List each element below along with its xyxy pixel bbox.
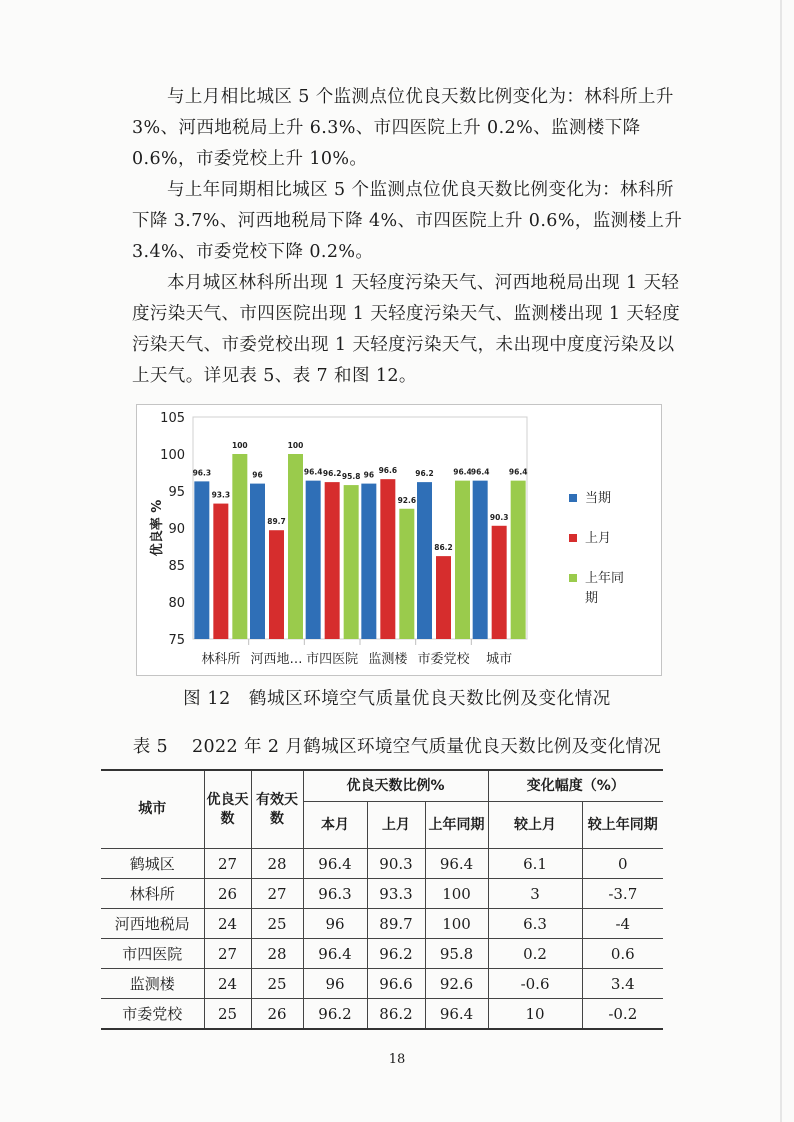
table-row (101, 939, 663, 969)
data-label: 96.4 (470, 467, 490, 477)
y-tick-label: 75 (168, 633, 185, 648)
cell-valid-days: 26 (251, 999, 303, 1030)
cell-city: 市委党校 (101, 999, 204, 1030)
cell-valid-days: 25 (251, 969, 303, 999)
bar-chart (136, 404, 662, 676)
bar (361, 484, 376, 639)
cell-city: 市四医院 (101, 939, 204, 969)
header-this-month: 本月 (303, 802, 367, 849)
data-label: 96.6 (378, 466, 398, 476)
header-good-days: 优良天数 (204, 770, 251, 849)
cell-city: 林科所 (101, 879, 204, 909)
bar (380, 479, 395, 639)
cell-valid-days: 28 (251, 939, 303, 969)
paragraph-month-change: 与上月相比城区 5 个监测点位优良天数比例变化为：林科所上升 3%、河西地税局上升 6.3%、市四医院上升 0.2%、监测楼下降 0.6%，市委党校上升 10%。 (132, 87, 674, 169)
x-tick-label: 市四医院 (306, 652, 359, 667)
cell-vs-last-year: -0.2 (582, 999, 663, 1030)
cell-good-days: 24 (204, 909, 251, 939)
table-row (101, 879, 663, 909)
cell-vs-last-year: -3.7 (582, 879, 663, 909)
data-label: 96.2 (415, 469, 434, 479)
data-label: 96.3 (192, 468, 212, 478)
x-tick-label: 河西地… (250, 652, 303, 667)
table-row (101, 849, 663, 879)
cell-vs-last-year: 0.6 (582, 939, 663, 969)
cell-this-month: 96 (303, 969, 367, 999)
cell-valid-days: 25 (251, 909, 303, 939)
data-label: 86.2 (434, 543, 453, 553)
cell-city: 河西地税局 (101, 909, 204, 939)
x-tick-label: 城市 (486, 652, 513, 667)
y-tick-label: 95 (168, 485, 185, 500)
cell-vs-last-month: 6.3 (488, 909, 582, 939)
bar (194, 481, 209, 639)
scan-edge-line (780, 0, 782, 1122)
bar (232, 454, 247, 639)
legend-label: 上月 (585, 531, 612, 546)
data-label: 96.4 (508, 467, 528, 477)
cell-this-month: 96 (303, 909, 367, 939)
cell-last-month: 93.3 (367, 879, 425, 909)
cell-vs-last-month: 0.2 (488, 939, 582, 969)
cell-good-days: 24 (204, 969, 251, 999)
legend-swatch (569, 574, 577, 582)
data-label: 93.3 (211, 490, 231, 500)
header-change-group: 变化幅度（%） (488, 770, 663, 802)
cell-valid-days: 27 (251, 879, 303, 909)
data-label: 92.6 (397, 495, 417, 505)
y-axis-title: 优良率 % (150, 499, 165, 557)
bar (455, 481, 470, 639)
cell-last-month: 90.3 (367, 849, 425, 879)
bar (344, 485, 359, 639)
bar (306, 481, 321, 639)
cell-valid-days: 28 (251, 849, 303, 879)
bar (288, 454, 303, 639)
cell-vs-last-year: 0 (582, 849, 663, 879)
legend-label: 当期 (585, 491, 612, 506)
cell-last-year: 96.4 (425, 849, 488, 879)
data-label: 96 (363, 470, 375, 480)
cell-vs-last-month: 3 (488, 879, 582, 909)
legend-label: 上年同 (585, 571, 625, 586)
cell-good-days: 26 (204, 879, 251, 909)
legend-swatch (569, 534, 577, 542)
cell-last-month: 96.2 (367, 939, 425, 969)
cell-this-month: 96.4 (303, 849, 367, 879)
cell-vs-last-year: -4 (582, 909, 663, 939)
table-caption: 表 5 2022 年 2 月鹤城区环境空气质量优良天数比例及变化情况 (132, 737, 662, 757)
cell-last-year: 95.8 (425, 939, 488, 969)
header-vs-last-month: 较上月 (488, 802, 582, 849)
cell-last-month: 89.7 (367, 909, 425, 939)
bar (436, 556, 451, 639)
cell-last-year: 92.6 (425, 969, 488, 999)
cell-vs-last-year: 3.4 (582, 969, 663, 999)
bar (325, 482, 340, 639)
bar (213, 504, 228, 639)
table-row (101, 969, 663, 999)
cell-good-days: 27 (204, 939, 251, 969)
y-tick-label: 80 (168, 596, 185, 611)
cell-this-month: 96.2 (303, 999, 367, 1030)
legend-swatch (569, 494, 577, 502)
cell-last-year: 100 (425, 909, 488, 939)
header-valid-days: 有效天数 (251, 770, 303, 849)
header-ratio-group: 优良天数比例% (303, 770, 488, 802)
cell-last-month: 86.2 (367, 999, 425, 1030)
figure-caption: 图 12 鹤城区环境空气质量优良天数比例及变化情况 (183, 689, 611, 709)
cell-good-days: 25 (204, 999, 251, 1030)
cell-last-year: 96.4 (425, 999, 488, 1030)
y-tick-label: 90 (168, 522, 185, 537)
paragraph-pollution-days: 本月城区林科所出现 1 天轻度污染天气、河西地税局出现 1 天轻度污染天气、市四医院出现 1 天轻度污染天气、监测楼出现 1 天轻度污染天气、市委党校出现 1 天轻度污染天气，未出现中度度污染及以上天气。详见表 5、表 7 和图 12。 (132, 273, 681, 386)
data-label: 100 (232, 441, 248, 450)
bar-chart-svg (137, 405, 661, 675)
cell-vs-last-month: 6.1 (488, 849, 582, 879)
table-row (101, 999, 663, 1030)
x-tick-label: 监测楼 (368, 652, 408, 667)
bar (492, 526, 507, 639)
bar (511, 481, 526, 639)
cell-city: 鹤城区 (101, 849, 204, 879)
cell-this-month: 96.4 (303, 939, 367, 969)
x-tick-label: 林科所 (201, 652, 241, 667)
cell-vs-last-month: 10 (488, 999, 582, 1030)
data-label: 96.2 (322, 469, 342, 479)
header-vs-last-year: 较上年同期 (582, 802, 663, 849)
data-label: 95.8 (341, 472, 361, 482)
bar (417, 482, 432, 639)
bar (399, 509, 414, 639)
page-number: 18 (388, 1052, 406, 1067)
data-label: 96.4 (303, 467, 323, 477)
cell-good-days: 27 (204, 849, 251, 879)
cell-vs-last-month: -0.6 (488, 969, 582, 999)
header-last-year: 上年同期 (425, 802, 488, 849)
y-tick-label: 105 (160, 411, 185, 426)
data-label: 96.4 (453, 467, 472, 477)
header-last-month: 上月 (367, 802, 425, 849)
data-label: 100 (287, 441, 304, 450)
good-days-table (101, 769, 663, 1030)
paragraph-year-change: 与上年同期相比城区 5 个监测点位优良天数比例变化为：林科所下降 3.7%、河西地税局下降 4%、市四医院上升 0.6%，监测楼上升 3.4%、市委党校下降 0.2%。 (132, 180, 683, 262)
data-label: 89.7 (267, 517, 286, 527)
cell-city: 监测楼 (101, 969, 204, 999)
data-label: 90.3 (489, 512, 509, 522)
bar (473, 481, 488, 639)
cell-last-year: 100 (425, 879, 488, 909)
table-row (101, 909, 663, 939)
header-city: 城市 (101, 770, 204, 849)
bar (269, 530, 284, 639)
bar (250, 484, 265, 639)
data-label: 96 (252, 470, 263, 480)
cell-this-month: 96.3 (303, 879, 367, 909)
x-tick-label: 市委党校 (417, 652, 470, 667)
legend-label: 期 (585, 591, 599, 606)
cell-last-month: 96.6 (367, 969, 425, 999)
y-tick-label: 100 (160, 448, 185, 463)
y-tick-label: 85 (168, 559, 185, 574)
